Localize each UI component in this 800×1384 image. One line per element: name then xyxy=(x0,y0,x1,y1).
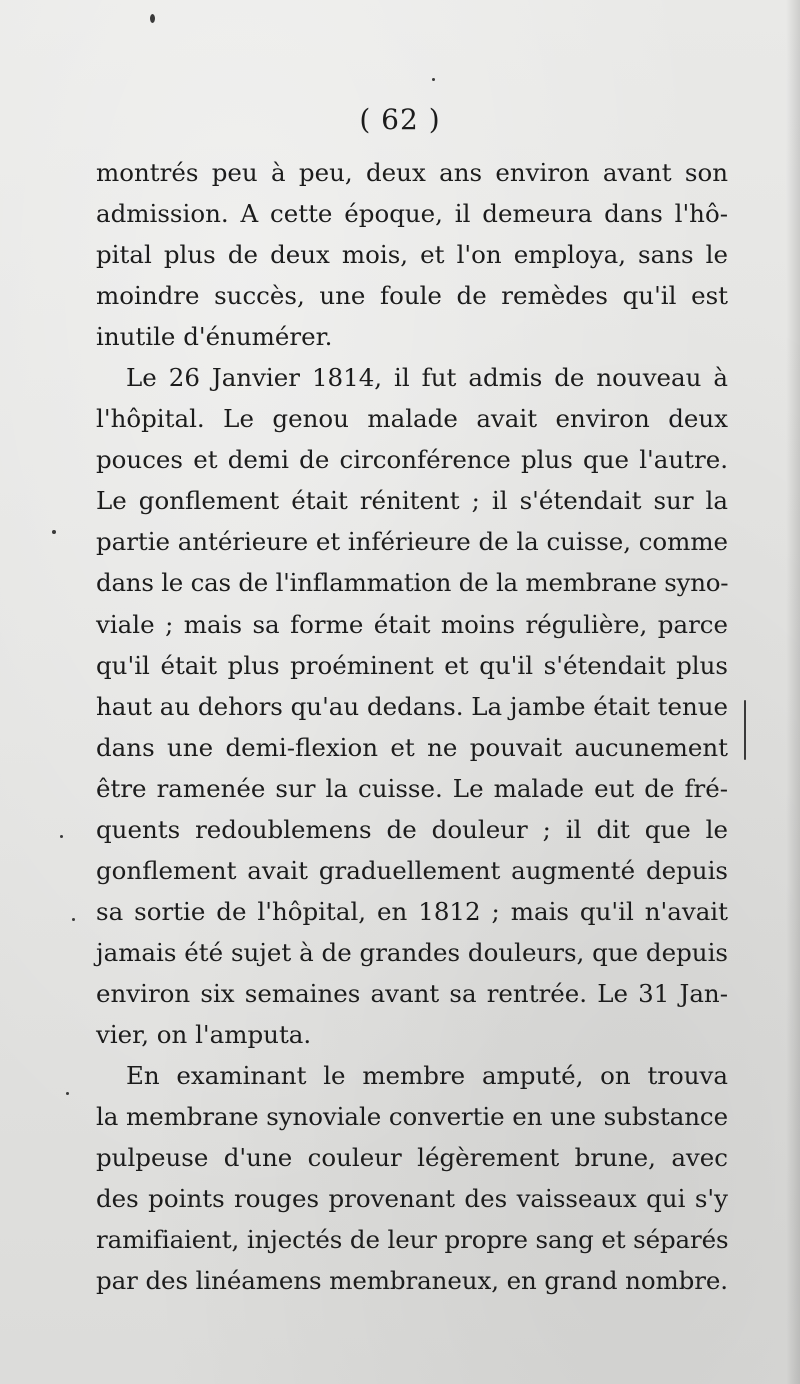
page-number: ( 62 ) xyxy=(359,103,441,136)
text-line: par des linéamens membraneux, en grand nombre. xyxy=(96,1266,728,1296)
ink-speck xyxy=(150,14,155,23)
text-line: pital plus de deux mois, et l'on employa, sans le xyxy=(96,240,728,270)
text-line: Le gonflement était rénitent ; il s'étendait sur la xyxy=(96,486,728,516)
paragraph-start-line: En examinant le membre amputé, on trouva xyxy=(126,1061,728,1091)
text-line: haut au dehors qu'au dedans. La jambe était tenue xyxy=(96,691,728,721)
paragraph-start-line: Le 26 Janvier 1814, il fut admis de nouveau à xyxy=(126,363,728,393)
ink-speck xyxy=(60,835,63,838)
ink-speck xyxy=(744,700,746,760)
text-line: moindre succès, une foule de remèdes qu'il est xyxy=(96,281,728,311)
text-line: la membrane synoviale convertie en une substance xyxy=(96,1102,728,1132)
paragraph-end-line: inutile d'énumérer. xyxy=(96,322,333,352)
text-line: ramifiaient, injectés de leur propre sang et séparés xyxy=(96,1225,729,1255)
ink-speck xyxy=(432,78,435,81)
text-line: montrés peu à peu, deux ans environ avant son xyxy=(96,158,728,187)
paragraph-end-line: vier, on l'amputa. xyxy=(96,1019,312,1049)
text-line: gonflement avait graduellement augmenté depuis xyxy=(96,855,728,885)
text-line: être ramenée sur la cuisse. Le malade eut de fré- xyxy=(96,773,728,803)
text-line: admission. A cette époque, il demeura dans l'hô- xyxy=(96,199,728,229)
ink-speck xyxy=(66,1092,69,1095)
text-line: viale ; mais sa forme était moins régulière, parce xyxy=(96,609,728,639)
text-line: qu'il était plus proéminent et qu'il s'étendait plus xyxy=(96,650,728,680)
text-line: pouces et demi de circonférence plus que l'autre. xyxy=(96,445,728,475)
body-text xyxy=(96,152,728,1301)
text-line: dans le cas de l'inflammation de la membrane syno- xyxy=(96,568,729,598)
text-line: environ six semaines avant sa rentrée. Le 31 Jan- xyxy=(96,978,728,1008)
text-line: des points rouges provenant des vaisseaux qui s'y xyxy=(96,1184,728,1214)
text-line: pulpeuse d'une couleur légèrement brune, avec xyxy=(96,1143,728,1173)
ink-speck xyxy=(72,918,75,921)
ink-speck xyxy=(52,530,56,534)
text-line: partie antérieure et inférieure de la cuisse, comme xyxy=(96,527,728,557)
text-line: quents redoublemens de douleur ; il dit que le xyxy=(96,814,728,844)
text-line: dans une demi-flexion et ne pouvait aucunement xyxy=(96,732,728,762)
text-line: l'hôpital. Le genou malade avait environ deux xyxy=(96,404,728,434)
text-line: jamais été sujet à de grandes douleurs, que depuis xyxy=(96,937,728,967)
text-line: sa sortie de l'hôpital, en 1812 ; mais qu'il n'avait xyxy=(96,896,728,926)
